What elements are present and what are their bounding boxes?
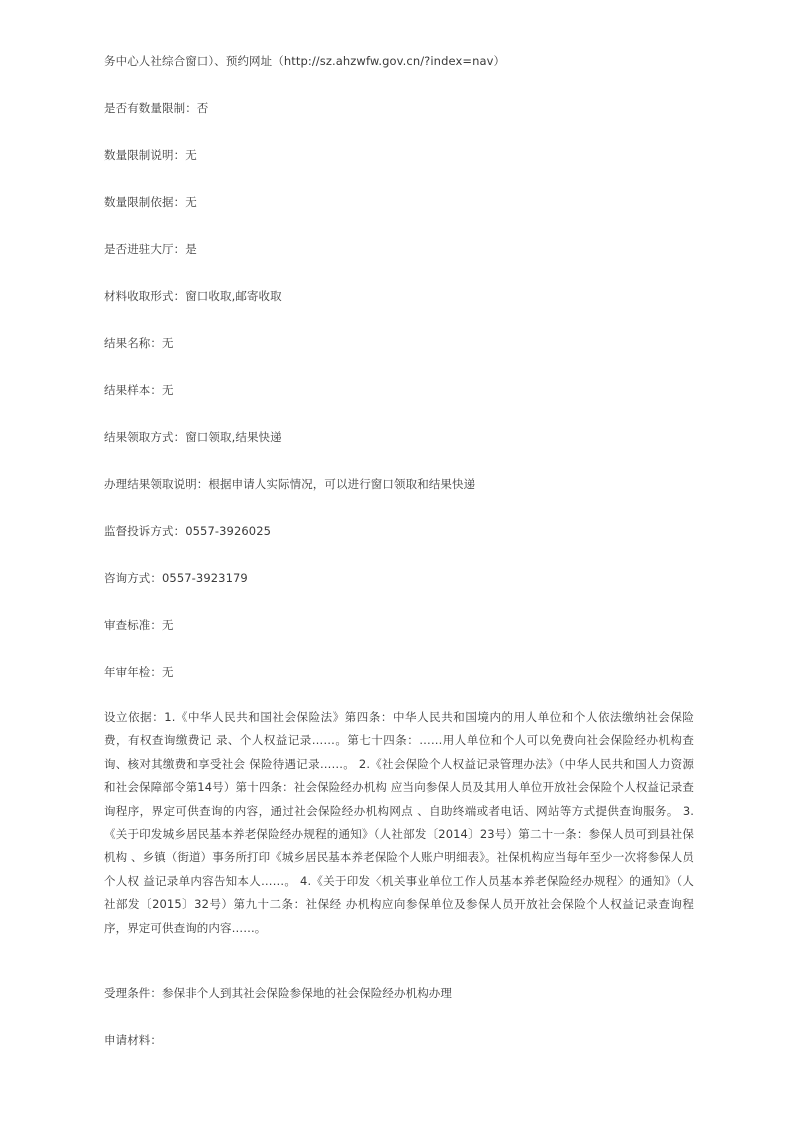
- result-pickup-description-line: 办理结果领取说明：根据申请人实际情况，可以进行窗口领取和结果快递: [104, 477, 476, 491]
- quantity-limit-basis-line: 数量限制依据：无: [104, 195, 197, 209]
- legal-basis-paragraph: 设立依据：1.《中华人民共和国社会保险法》第四条：中华人民共和国境内的用人单位和个人依法缴纳社会保险费，有权查询缴费记 录、个人权益记录……。第七十四条：……用人单位和个人可以免费向社会保险经办机构查询、核对其缴费和享受社会 保险待遇记录……。 2.《社会保险个人权益记录管理办法》（中华人民共和国人力资源和社会保障部令第14号）第十四条：社会保险经办机构 应当向参保人员及其用人单位开放社会保险个人权益记录查询程序，界定可供查询的内容，通过社会保险经办机构网点 、自助终端或者电话、网站等方式提供查询服务。 3.《关于印发城乡居民基本养老保险经办规程的通知》（人社部发〔2014〕23号）第二十一条：参保人员可到县社保机构 、乡镇（街道）事务所打印《城乡居民基本养老保险个人账户明细表》。社保机构应当每年至少一次将参保人员个人权 益记录单内容告知本人……。 4.《关于印发〈机关事业单位工作人员基本养老保险经办规程〉的通知》（人社部发〔2015〕32号）第九十二条：社保经 办机构应向参保单位及参保人员开放社会保险个人权益记录查询程序，界定可供查询的内容……。: [104, 710, 694, 935]
- acceptance-condition-line: 受理条件：参保非个人到其社会保险参保地的社会保险经办机构办理: [104, 986, 452, 1000]
- application-materials-line: 申请材料：: [104, 1033, 162, 1047]
- annual-review-line: 年审年检：无: [104, 665, 174, 679]
- result-sample-line: 结果样本：无: [104, 383, 174, 397]
- review-standard-line: 审查标准：无: [104, 618, 174, 632]
- result-name-line: 结果名称：无: [104, 336, 174, 350]
- appointment-website-line: 务中心人社综合窗口）、预约网址（http://sz.ahzwfw.gov.cn/?index=nav）: [104, 54, 506, 68]
- quantity-limit-description-line: 数量限制说明：无: [104, 148, 197, 162]
- material-form-line: 材料收取形式：窗口收取,邮寄收取: [104, 289, 282, 303]
- result-pickup-line: 结果领取方式：窗口领取,结果快递: [104, 430, 282, 444]
- quantity-limit-line: 是否有数量限制：否: [104, 101, 209, 115]
- in-hall-line: 是否进驻大厅：是: [104, 242, 197, 256]
- consult-line: 咨询方式：0557-3923179: [104, 571, 248, 585]
- complaint-line: 监督投诉方式：0557-3926025: [104, 524, 272, 538]
